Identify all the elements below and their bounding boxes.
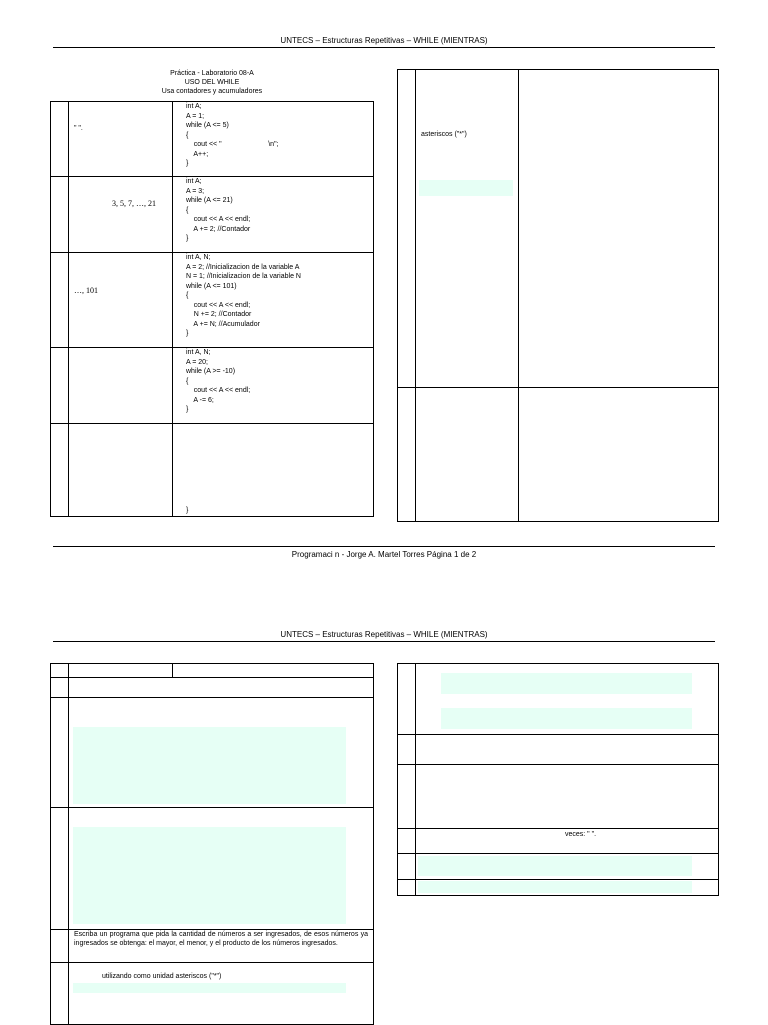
table-divider [172,101,173,517]
code-block: } [186,507,189,514]
highlight-band [73,983,346,993]
row-divider [50,677,374,678]
row-divider [50,697,374,698]
table-divider [68,101,69,517]
table-divider [172,663,173,677]
page-header: UNTECS – Estructuras Repetitivas – WHILE (MIENTRAS) [280,630,488,639]
code-block: int A, N; A = 20; while (A >= -10) { cout << A << endl; A -= 6; } [186,349,251,413]
row-divider [397,853,719,854]
row-divider [397,734,719,735]
exercise-description: " ". [74,125,83,132]
title-line-3: Usa contadores y acumuladores [161,88,263,95]
asterisk-unit-text: utilizando como unidad asteriscos ("*") [102,973,222,980]
row-divider [50,962,374,963]
highlight-band [418,881,692,893]
table-divider [415,663,416,896]
row-divider [397,387,719,388]
highlight-band [441,673,692,694]
exercise-description: 3, 5, 7, …, 21 [112,199,156,208]
exercise-statement: Escriba un programa que pida la cantidad de números a ser ingresados, de esos números ya ingresados se obtenga: el mayor, el menor, y el producto de los números ingresados. [74,931,368,947]
highlight-band [419,180,513,196]
page-footer: Programaci n - Jorge A. Martel Torres Página 1 de 2 [291,550,477,559]
row-divider [397,879,719,880]
row-divider [50,807,374,808]
table-divider [415,69,416,522]
highlight-band [441,708,692,729]
title-line-1: Práctica - Laboratorio 08-A [170,70,254,77]
table-divider [68,663,69,1025]
code-block: int A; A = 1; while (A <= 5) { cout << " \n"; A++; } [186,103,279,167]
code-block: int A; A = 3; while (A <= 21) { cout << A << endl; A += 2; //Contador } [186,178,251,242]
asterisk-text: asteriscos ("*") [421,131,467,138]
veces-text: veces: " ". [565,831,597,838]
highlight-band [73,827,346,924]
row-divider [50,423,374,424]
header-rule [53,47,715,48]
row-divider [397,828,719,829]
row-divider [397,764,719,765]
highlight-band [73,727,346,804]
table-divider [518,69,519,522]
code-block: int A, N; A = 2; //Inicializacion de la variable A N = 1; //Inicializacion de la variable N while (A <= 101) { cout << A << endl; N += 2; //Contador A += N; //Acumulador } [186,254,301,337]
page-header: UNTECS – Estructuras Repetitivas – WHILE (MIENTRAS) [280,36,488,45]
title-line-2: USO DEL WHILE [184,79,240,86]
highlight-band [418,856,692,876]
practice-title [112,69,312,96]
header-rule [53,641,715,642]
exercise-description: …, 101 [74,286,98,295]
footer-rule [53,546,715,547]
